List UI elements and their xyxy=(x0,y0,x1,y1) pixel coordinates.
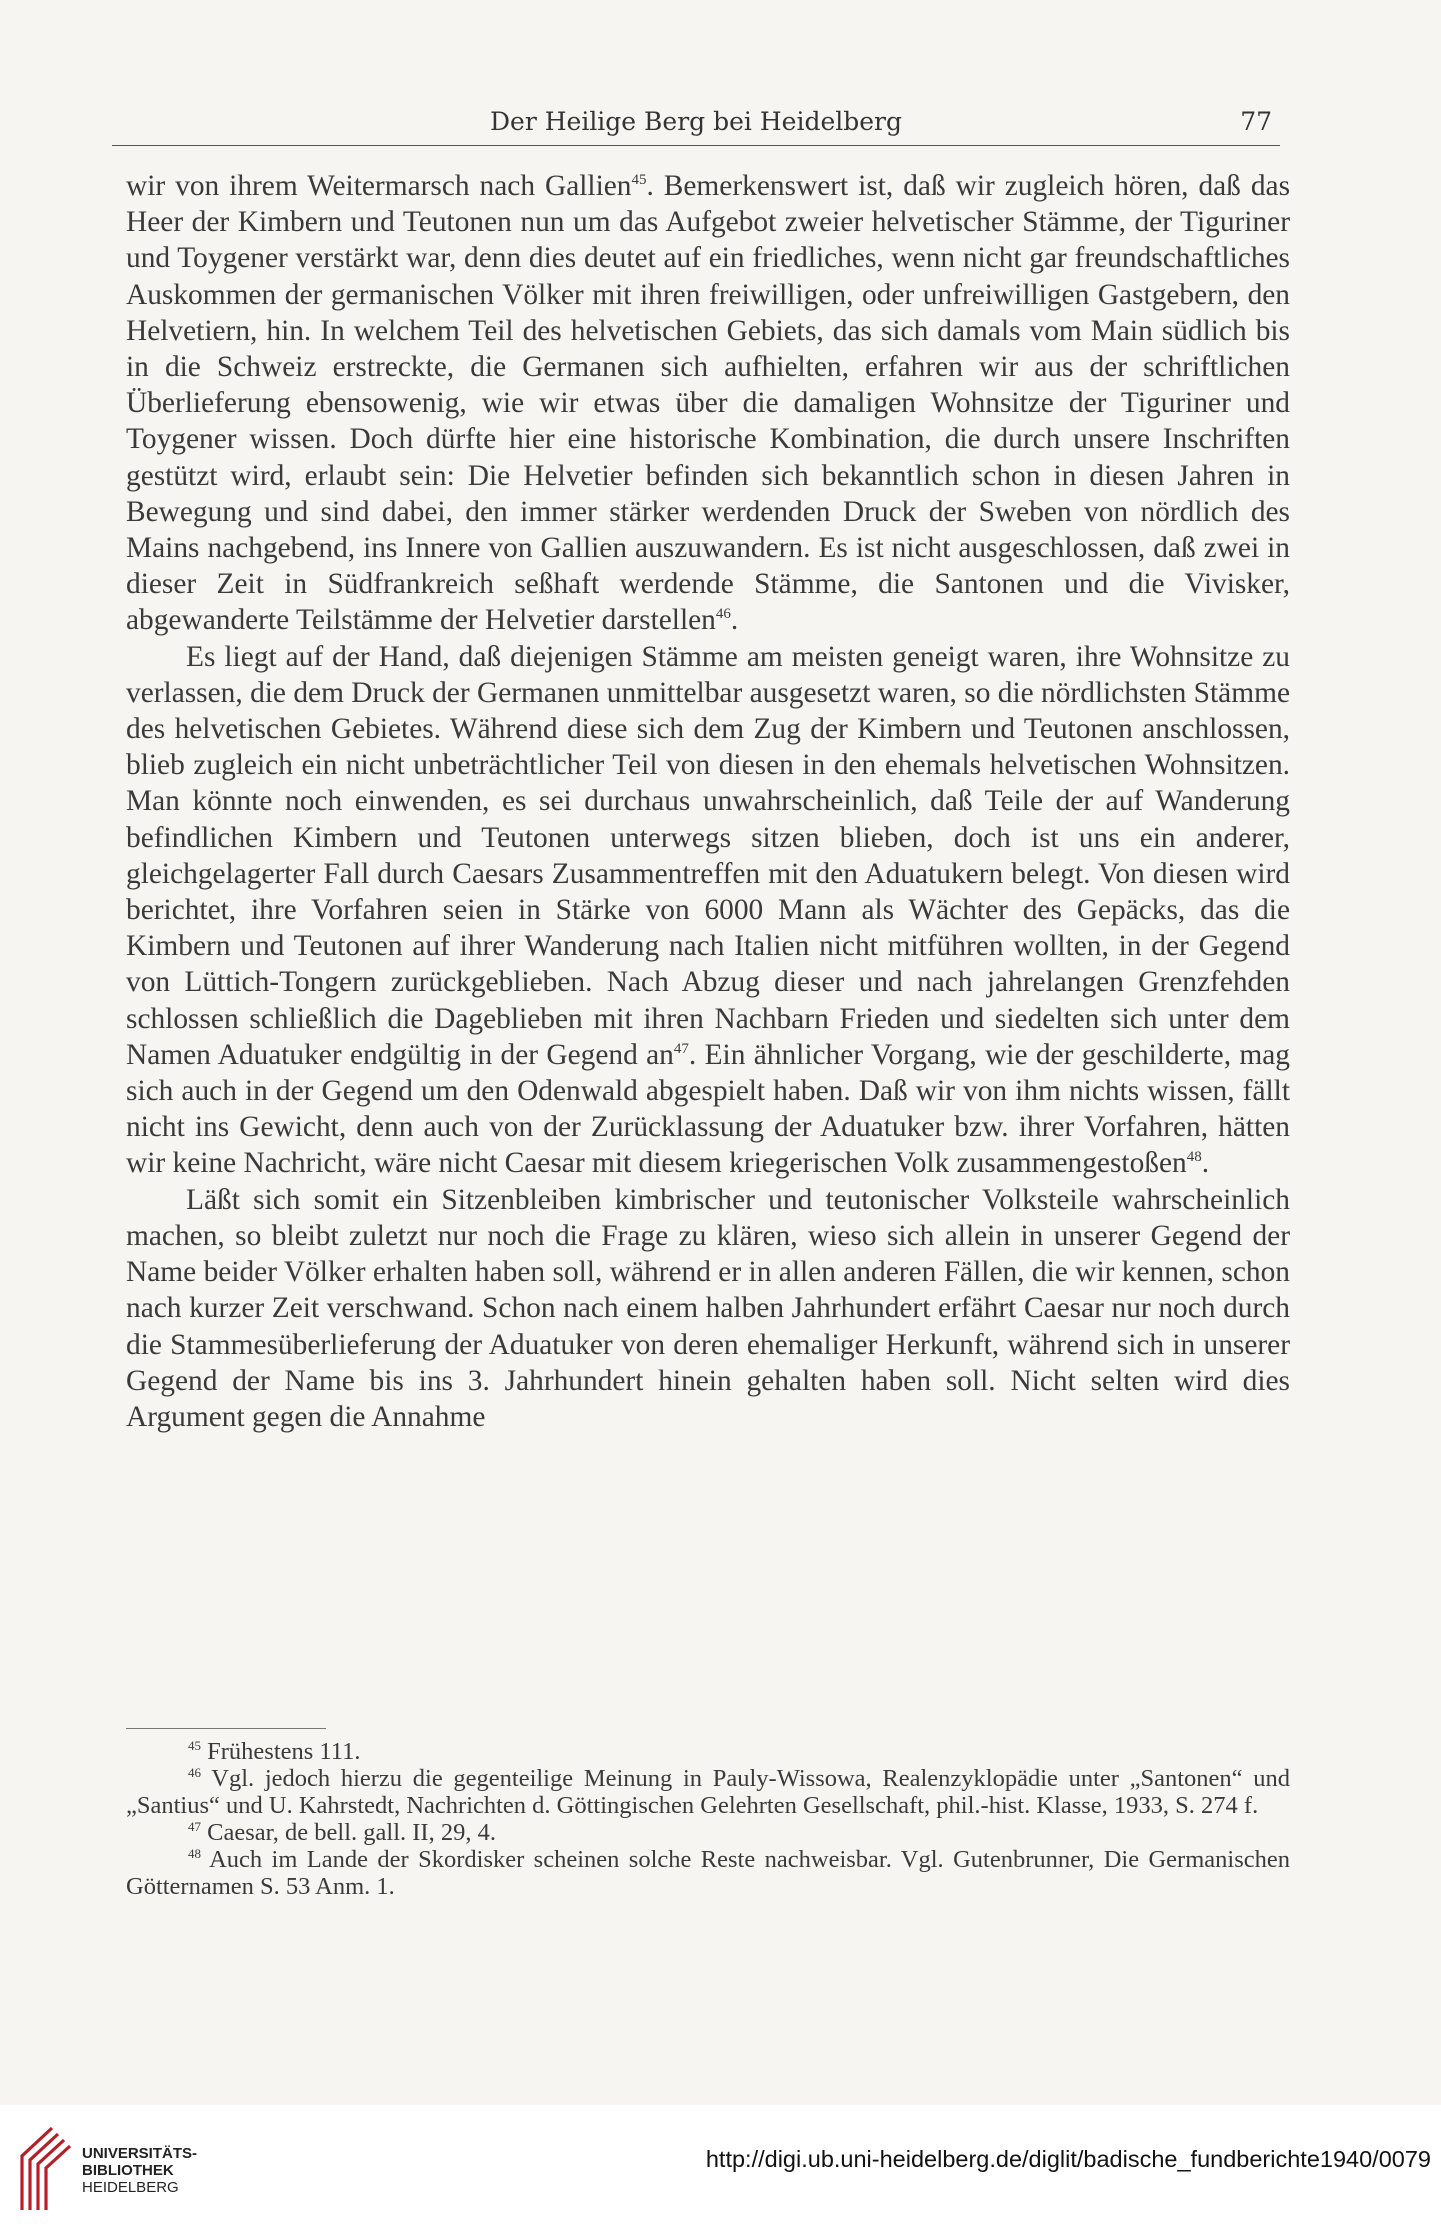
footnote-ref-48: 48 xyxy=(1186,1149,1202,1166)
footnote-text: Frühestens 111. xyxy=(207,1738,361,1765)
footnote-47 xyxy=(126,1819,1290,1846)
footnote-number: 47 xyxy=(188,1818,201,1834)
source-url-link[interactable]: http://digi.ub.uni-heidelberg.de/diglit/badische_fundberichte1940/0079 xyxy=(705,2146,1431,2172)
university-library-logo-icon xyxy=(12,2120,72,2212)
paragraph-2-text-c: . xyxy=(1201,1147,1210,1180)
footnote-ref-46: 46 xyxy=(715,606,731,623)
footnote-ref-45: 45 xyxy=(631,172,647,189)
footnote-text: Caesar, de bell. gall. II, 29, 4. xyxy=(207,1819,496,1846)
library-name-line3: HEIDELBERG xyxy=(82,2179,179,2196)
library-name-line2: BIBLIOTHEK xyxy=(82,2162,174,2179)
library-name-line1: UNIVERSITÄTS- xyxy=(82,2145,198,2162)
paragraph-2 xyxy=(126,639,1290,1182)
footnote-text: Vgl. jedoch hierzu die gegenteilige Meinung in Pauly-Wissowa, Realenzyklopädie unter „Santonen“ und „Santius“ und U. Kahrstedt, Nachrichten d. Göttingischen Gelehrten Gesellschaft, phil.-hist. Klasse, 1933, S. 274 f. xyxy=(126,1765,1290,1819)
footnote-48 xyxy=(126,1846,1290,1900)
footnote-ref-47: 47 xyxy=(673,1041,689,1058)
footnotes xyxy=(126,1738,1290,1900)
running-title: Der Heilige Berg bei Heidelberg xyxy=(489,107,902,136)
paragraph-1 xyxy=(126,168,1290,639)
footnote-number: 46 xyxy=(188,1764,201,1780)
footnote-number: 48 xyxy=(188,1845,201,1861)
page-number: 77 xyxy=(1240,107,1272,136)
footnote-rule xyxy=(126,1728,326,1729)
footnote-text: Auch im Lande der Skordisker scheinen solche Reste nachweisbar. Vgl. Gutenbrunner, Die Germanischen Götternamen S. 53 Anm. 1. xyxy=(126,1846,1290,1900)
paragraph-1-text-a: wir von ihrem Weitermarsch nach Gallien xyxy=(126,170,632,202)
footnote-46 xyxy=(126,1765,1290,1819)
footnote-45 xyxy=(126,1738,1290,1765)
page-header xyxy=(112,105,1280,146)
paragraph-1-text-c: . xyxy=(730,604,739,637)
paragraph-2-text-b: . Ein ähnlicher Vorgang, wie der geschilderte, mag sich auch in der Gegend um den Odenwald abgespielt haben. Daß wir von ihm nichts wissen, fällt nicht ins Gewicht, denn auch von der Zurücklassung der Aduatuker bzw. ihrer Vorfahren, hätten wir keine Nachricht, wäre nicht Caesar mit diesem kriegerischen Volk zusammengestoßen xyxy=(126,1038,1291,1180)
paragraph-3: Läßt sich somit ein Sitzenbleiben kimbrischer und teutonischer Volksteile wahrscheinlich machen, so bleibt zuletzt nur noch die Frage zu klären, wieso sich allein in unserer Gegend der Name beider Völker erhalten haben soll, während er in allen anderen Fällen, die wir kennen, schon nach kurzer Zeit verschwand. Schon nach einem halben Jahrhundert erfährt Caesar nur noch durch die Stammesüberlieferung der Aduatuker von deren ehemaliger Herkunft, während sich in unserer Gegend der Name bis ins 3. Jahrhundert hinein gehalten haben soll. Nicht selten wird dies Argument gegen die Annahme xyxy=(126,1183,1290,1433)
footnote-number: 45 xyxy=(188,1737,201,1753)
library-name xyxy=(82,2145,197,2196)
paragraph-1-text-b: . Bemerkenswert ist, daß wir zugleich hören, daß das Heer der Kimbern und Teutonen nun um das Aufgebot zweier helvetischer Stämme, der Tiguriner und Toygener verstärkt war, denn dies deutet auf ein friedliches, wenn nicht gar freundschaftliches Auskommen der germanischen Völker mit ihren freiwilligen, oder unfreiwilligen Gastgebern, den Helvetiern, hin. In welchem Teil des helvetischen Gebiets, das sich damals vom Main südlich bis in die Schweiz erstreckte, die Germanen sich aufhielten, erfahren wir aus der schriftlichen Überlieferung ebensowenig, wie wir etwas über die damaligen Wohnsitze der Tiguriner und Toygener wissen. Doch dürfte hier eine historische Kombination, die durch unsere Inschriften gestützt wird, erlaubt sein: Die Helvetier befinden sich bekanntlich schon in diesen Jahren in Bewegung und sind dabei, den immer stärker werdenden Druck der Sweben von nördlich des Mains nachgebend, ins Innere von Gallien auszuwandern. Es ist nicht ausgeschlossen, daß zwei in dieser Zeit in Südfrankreich seßhaft werdende Stämme, die Santonen und die Vivisker, abgewanderte Teilstämme der Helvetier darstellen xyxy=(126,170,1291,637)
paragraph-2-text-a: Es liegt auf der Hand, daß diejenigen Stämme am meisten geneigt waren, ihre Wohnsitze zu verlassen, die dem Druck der Germanen unmittelbar ausgesetzt waren, so die nördlichsten Stämme des helvetischen Gebietes. Während diese sich dem Zug der Kimbern und Teutonen anschlossen, blieb zugleich ein nicht unbeträchtlicher Teil von diesen in den ehemals helvetischen Wohnsitzen. Man könnte noch einwenden, es sei durchaus unwahrscheinlich, daß Teile der auf Wanderung befindlichen Kimbern und Teutonen unterwegs sitzen blieben, doch ist uns ein anderer, gleichgelagerter Fall durch Caesars Zusammentreffen mit den Aduatukern belegt. Von diesen wird berichtet, ihre Vorfahren seien in Stärke von 6000 Mann als Wächter des Gepäcks, das die Kimbern und Teutonen auf ihrer Wanderung nach Italien nicht mitführen wollten, in der Gegend von Lüttich-Tongern zurückgeblieben. Nach Abzug dieser und nach jahrelangen Grenzfehden schlossen schließlich die Dageblieben mit ihren Nachbarn Frieden und siedelten sich unter dem Namen Aduatuker endgültig in der Gegend an xyxy=(126,640,1290,1071)
body-text xyxy=(126,168,1290,1435)
